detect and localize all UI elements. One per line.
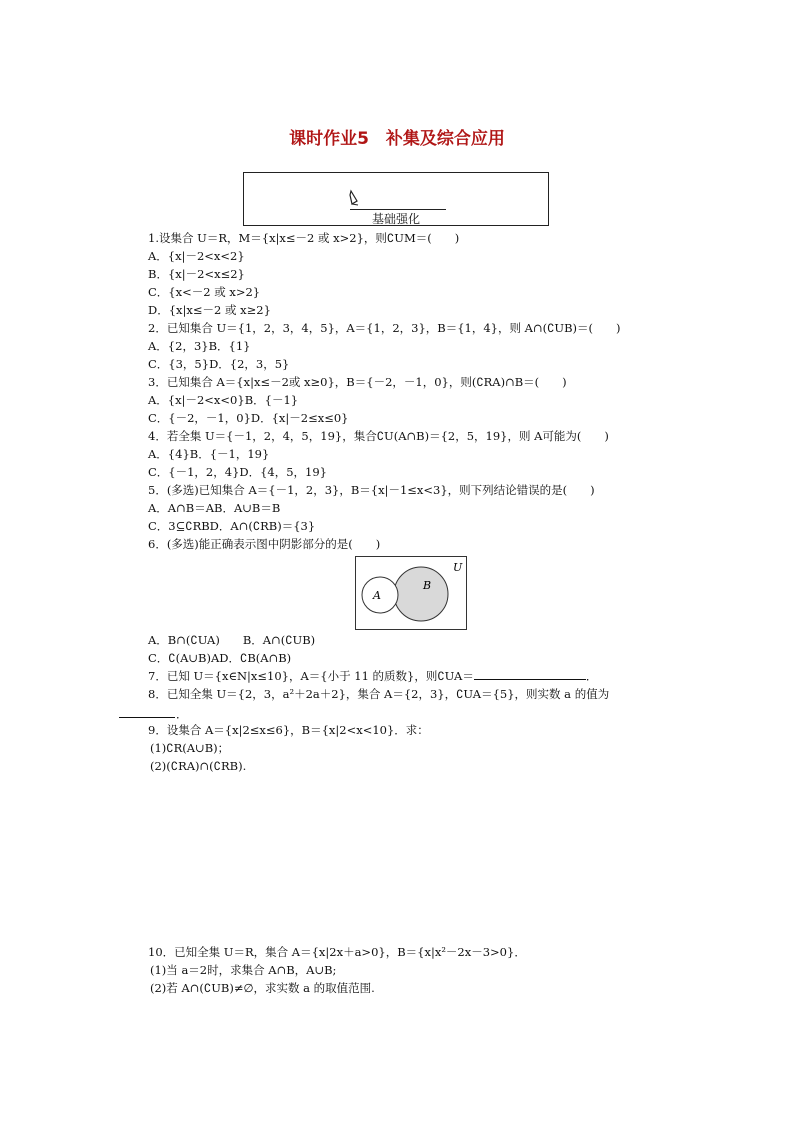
q8-end: ． xyxy=(176,707,188,721)
question-2: 2．已知集合 U＝{1，2，3，4，5}，A＝{1，2，3}，B＝{1，4}，则 A∩(∁UB)＝( ) xyxy=(148,321,621,335)
venn-label-b: B xyxy=(423,579,432,592)
q1-option-c: C．{x<－2 或 x>2} xyxy=(148,285,261,299)
q6-options-cd: C．∁(A∪B)AD．∁B(A∩B) xyxy=(148,651,292,665)
q4-options-ab: A．{4}B．{－1，19} xyxy=(148,447,270,461)
q2-options-ab: A．{2，3}B．{1} xyxy=(148,339,251,353)
venn-label-u: U xyxy=(453,561,463,574)
q3-options-ab: A．{x|－2<x<0}B．{－1} xyxy=(148,393,299,407)
q5-options-ab: A．A∩B＝AB．A∪B＝B xyxy=(148,501,281,515)
q9-part-1: (1)∁R(A∪B)； xyxy=(150,741,230,755)
q2-options-cd: C．{3，5}D．{2，3，5} xyxy=(148,357,290,371)
q6-options-ab: A．B∩(∁UA) B．A∩(∁UB) xyxy=(148,633,316,647)
pencil-icon xyxy=(348,189,362,207)
q7-end: ． xyxy=(585,669,598,683)
question-6: 6．(多选)能正确表示图中阴影部分的是( ) xyxy=(148,537,381,551)
q9-part-2: (2)(∁RA)∩(∁RB). xyxy=(150,759,247,773)
banner-label: 基础强化 xyxy=(371,212,420,226)
q1-option-b: B．{x|－2<x≤2} xyxy=(148,267,245,281)
q5-options-cd: C．3⊆∁RBD．A∩(∁RB)＝{3} xyxy=(148,519,316,533)
q4-options-cd: C．{－1，2，4}D．{4，5，19} xyxy=(148,465,328,479)
venn-label-a: A xyxy=(373,589,381,602)
question-10: 10．已知全集 U＝R，集合 A＝{x|2x＋a>0}，B＝{x|x²－2x－3>0}． xyxy=(148,945,526,959)
question-1: 1.设集合 U＝R，M＝{x|x≤－2 或 x>2}，则∁UM＝( ) xyxy=(148,231,460,245)
question-7 xyxy=(148,668,597,684)
q10-part-1: (1)当 a＝2时，求集合 A∩B，A∪B; xyxy=(150,963,337,977)
question-8: 8．已知全集 U＝{2，3，a²＋2a＋2}，集合 A＝{2，3}，∁UA＝{5}，则实数 a 的值为 xyxy=(148,687,610,701)
q8-answer-blank[interactable] xyxy=(119,716,175,718)
venn-diagram xyxy=(355,556,467,630)
venn-set-b xyxy=(394,567,448,621)
page-title: 课时作业5 补集及综合应用 xyxy=(289,129,505,149)
question-3: 3．已知集合 A＝{x|x≤－2或 x≥0}，B＝{－2，－1，0}，则(∁RA)∩B＝( ) xyxy=(148,375,567,389)
question-5: 5．(多选)已知集合 A＝{－1，2，3}，B＝{x|－1≤x<3}，则下列结论错误的是( ) xyxy=(148,483,595,497)
question-9: 9．设集合 A＝{x|2≤x≤6}，B＝{x|2<x<10}．求： xyxy=(148,723,429,737)
q10-part-2: (2)若 A∩(∁UB)≠∅，求实数 a 的取值范围. xyxy=(150,981,375,995)
question-4: 4．若全集 U＝{－1，2，4，5，19}，集合∁U(A∩B)＝{2，5，19}，则 A可能为( ) xyxy=(148,429,609,443)
section-banner xyxy=(243,172,549,226)
q1-option-a: A．{x|－2<x<2} xyxy=(148,249,245,263)
q3-options-cd: C．{－2，－1，0}D．{x|－2≤x≤0} xyxy=(148,411,349,425)
q1-option-d: D．{x|x≤－2 或 x≥2} xyxy=(148,303,271,317)
q7-answer-blank[interactable] xyxy=(474,668,586,680)
q7-text: 7．已知 U＝{x∈N|x≤10}，A＝{小于 11 的质数}，则∁UA＝ xyxy=(148,669,474,683)
